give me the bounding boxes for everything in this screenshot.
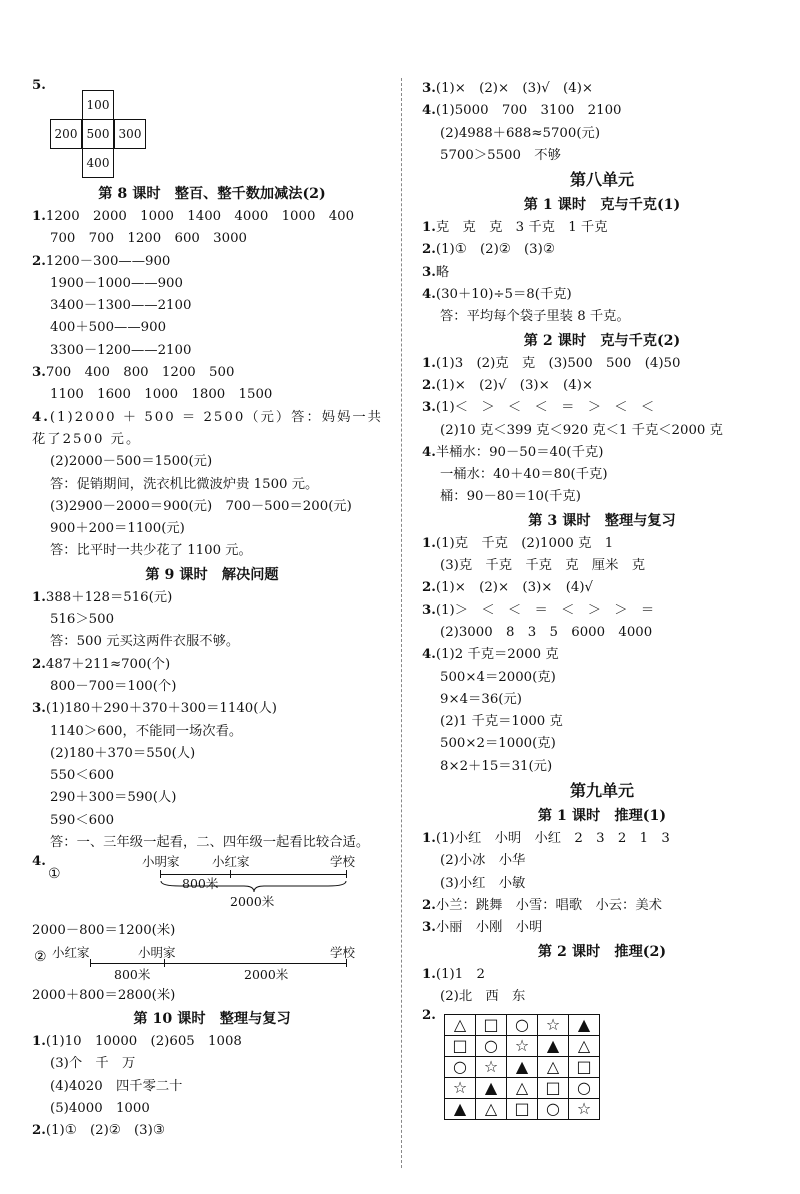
answer-line — [422, 644, 782, 666]
unit-9-lesson-2-answers — [422, 964, 782, 1009]
answer-text: 1900－1000——900 — [50, 275, 183, 291]
question-number: 1. — [422, 355, 436, 371]
answer-line — [32, 273, 392, 295]
answer-line — [32, 654, 392, 676]
answer-line — [32, 496, 392, 518]
tick — [90, 959, 91, 967]
answer-text: (1)5000 700 3100 2100 — [435, 103, 622, 119]
answer-line — [32, 787, 392, 809]
answer-line — [422, 353, 782, 375]
unit-9-lesson-1-answers — [422, 828, 782, 939]
question-number: 1. — [32, 1033, 46, 1049]
answer-line — [422, 123, 782, 145]
answer-line — [422, 284, 782, 306]
shape-cell: ▲ — [569, 1015, 600, 1036]
answer-text: (1)180＋290＋370＋300＝1140(人) — [45, 701, 277, 717]
lesson-10-answers — [32, 1031, 392, 1142]
answer-text: 400＋500——900 — [50, 320, 167, 336]
answer-text: 5700＞5500 不够 — [440, 147, 561, 163]
answer-text: 388＋128＝516(元) — [45, 589, 173, 605]
grid-cell-center: 500 — [82, 119, 114, 149]
answer-line — [32, 362, 392, 384]
answer-text: (2)北 西 东 — [440, 988, 526, 1004]
shape-cell: △ — [538, 1057, 569, 1078]
answer-text: 答：一、三年级一起看，二、四年级一起看比较合适。 — [50, 835, 370, 851]
shape-row — [445, 1099, 600, 1120]
answer-line — [32, 407, 392, 452]
answer-line — [422, 442, 782, 464]
answer-line — [422, 964, 782, 986]
answer-text: (1)× (2)√ (3)× (4)× — [435, 377, 594, 393]
answer-text: 1200－300——900 — [45, 253, 171, 269]
question-number: 2. — [422, 1008, 436, 1024]
question-number: 2. — [32, 656, 46, 672]
answer-line — [422, 420, 782, 442]
answer-text: 1140＞600，不能同一场次看。 — [50, 723, 243, 739]
answer-text: 8×2＋15＝31(元) — [440, 758, 553, 774]
answer-text: (1)① (2)② (3)② — [435, 242, 555, 258]
answer-text: (2)10 克＜399 克＜920 克＜1 千克＜2000 克 — [440, 422, 723, 438]
answer-text: 一桶水：40＋40＝80(千克) — [440, 467, 608, 483]
question-number: 1. — [422, 831, 436, 847]
answer-text: 550＜600 — [50, 768, 115, 784]
shape-cell: ▲ — [476, 1078, 507, 1099]
answer-line — [422, 100, 782, 122]
lesson-9-answers — [32, 587, 392, 855]
answer-text: 700 400 800 1200 500 — [45, 365, 235, 381]
question-number: 1. — [32, 589, 46, 605]
answer-line — [422, 850, 782, 872]
answer-line — [32, 518, 392, 540]
answer-line — [32, 721, 392, 743]
shape-row — [445, 1015, 600, 1036]
answer-line — [422, 622, 782, 644]
answer-text: (1)2 千克＝2000 克 — [435, 647, 559, 663]
answer-line — [422, 239, 782, 261]
tick — [160, 870, 161, 878]
answer-line — [422, 986, 782, 1008]
answer-line — [32, 810, 392, 832]
answer-text: 小丽 小刚 小明 — [435, 920, 543, 936]
column-divider — [401, 78, 402, 1168]
shape-cell: □ — [507, 1099, 538, 1120]
answer-text: 略 — [435, 264, 450, 280]
question-number: 4. — [32, 854, 46, 870]
brace — [160, 880, 348, 894]
answer-line — [422, 689, 782, 711]
answer-line — [422, 733, 782, 755]
unit-8-lesson-3-answers — [422, 533, 782, 778]
answer-text: 1100 1600 1000 1800 1500 — [50, 387, 273, 403]
shape-cell: □ — [476, 1015, 507, 1036]
answer-line — [422, 577, 782, 599]
answer-text: 答：促销期间，洗衣机比微波炉贵 1500 元。 — [50, 476, 319, 492]
question-number: 2. — [422, 242, 436, 258]
answer-line — [32, 251, 392, 273]
answer-text: (1)× (2)× (3)√ (4)× — [435, 81, 594, 96]
question-number: 4. — [422, 103, 436, 119]
answer-line — [32, 1031, 392, 1053]
answer-text: (2)1 千克＝1000 克 — [440, 714, 563, 730]
answer-text: 590＜600 — [50, 812, 115, 828]
answer-text: 3400－1300——2100 — [50, 298, 192, 314]
question-number: 3. — [422, 602, 436, 618]
question-number: 3. — [422, 920, 436, 936]
answer-text: (2)小冰 小华 — [440, 853, 526, 869]
diagram-mark: ① — [48, 866, 61, 883]
answer-text: 516＞500 — [50, 612, 115, 628]
answer-text: 答：平均每个袋子里装 8 千克。 — [440, 309, 630, 325]
answer-line — [32, 609, 392, 631]
answer-line — [32, 1053, 392, 1075]
answer-line — [32, 295, 392, 317]
unit-8-lesson-1-title: 第 1 课时 克与千克(1) — [523, 197, 681, 214]
question-number: 2. — [32, 1123, 46, 1139]
question-number: 1. — [422, 966, 436, 982]
answer-line — [32, 832, 392, 854]
diagram-mark: ② — [34, 948, 47, 965]
answer-line — [422, 145, 782, 167]
shape-cell: □ — [569, 1057, 600, 1078]
shape-cell: ○ — [445, 1057, 476, 1078]
label-xiaohong-home: 小红家 — [212, 854, 250, 870]
answer-line — [422, 600, 782, 622]
answer-text: (4)4020 四千零二十 — [50, 1078, 183, 1094]
answer-line — [32, 1098, 392, 1120]
answer-line — [422, 667, 782, 689]
shape-cell: ☆ — [445, 1078, 476, 1099]
answer-text: 桶：90－80＝10(千克) — [440, 489, 581, 505]
answer-line — [422, 486, 782, 508]
previous-lesson-answers — [422, 78, 782, 167]
unit-9-lesson-2-title: 第 2 课时 推理(2) — [537, 943, 667, 960]
shape-cell: ○ — [476, 1036, 507, 1057]
tick — [346, 959, 347, 967]
shape-cell: ▲ — [445, 1099, 476, 1120]
answer-text: (1)克 千克 (2)1000 克 1 — [435, 535, 614, 551]
unit-8-heading: 第八单元 — [569, 170, 634, 190]
answer-text: (30＋10)÷5＝8(千克) — [435, 287, 572, 303]
answer-text: 700 700 1200 600 3000 — [50, 231, 248, 247]
answer-line — [32, 631, 392, 653]
question-number: 4. — [422, 444, 436, 460]
answer-line — [32, 317, 392, 339]
shape-cell: ▲ — [507, 1057, 538, 1078]
question-number: 4. — [32, 409, 50, 425]
shape-cell: ☆ — [569, 1099, 600, 1120]
question-number: 3. — [422, 400, 436, 416]
answer-text: (1)3 (2)克 克 (3)500 500 (4)50 — [435, 355, 681, 371]
shape-cell: △ — [445, 1015, 476, 1036]
answer-line — [32, 676, 392, 698]
distance-label-800: 800米 — [182, 876, 219, 892]
distance-label-2000: 2000米 — [244, 966, 289, 982]
answer-text: (1)小红 小明 小红 2 3 2 1 3 — [435, 831, 670, 847]
question-number: 2. — [422, 897, 436, 913]
answer-line — [32, 1120, 392, 1142]
lesson-8-answers-cont — [32, 451, 392, 562]
question-number: 4. — [422, 287, 436, 303]
answer-line — [422, 464, 782, 486]
shape-cell: ☆ — [538, 1015, 569, 1036]
lesson-10-title: 第 10 课时 整理与复习 — [133, 1010, 291, 1027]
answer-text: 290＋300＝590(人) — [50, 790, 177, 806]
answer-line — [422, 917, 782, 939]
shape-reasoning-grid — [422, 1008, 782, 1124]
answer-text: 900＋200＝1100(元) — [50, 521, 185, 537]
answer-text: 克 克 克 3 千克 1 千克 — [435, 220, 608, 236]
shape-cell: □ — [445, 1036, 476, 1057]
right-column — [422, 78, 782, 1124]
tick — [346, 870, 347, 878]
grid-cell-right: 300 — [114, 119, 146, 149]
answer-line — [32, 340, 392, 362]
answer-line — [422, 217, 782, 239]
shape-cell: △ — [507, 1078, 538, 1099]
answer-line — [32, 474, 392, 496]
answer-text: (1)＜ ＞ ＜ ＜ ＝ ＞ ＜ ＜ — [435, 400, 655, 416]
answer-text: (1)① (2)② (3)③ — [45, 1123, 165, 1139]
question-number: 1. — [422, 535, 436, 551]
shape-row — [445, 1078, 600, 1099]
shape-row — [445, 1036, 600, 1057]
lesson-8-answers — [32, 206, 392, 407]
shape-cell: ○ — [538, 1099, 569, 1120]
answer-text: (2)3000 8 3 5 6000 4000 — [440, 624, 653, 640]
answer-text: 3300－1200——2100 — [50, 342, 192, 358]
answer-line — [422, 533, 782, 555]
distance-label-2000: 2000米 — [230, 894, 275, 910]
answer-line — [422, 397, 782, 419]
answer-line — [32, 451, 392, 473]
answer-line — [32, 384, 392, 406]
question-number: 2. — [422, 580, 436, 596]
question-number: 2. — [422, 377, 436, 393]
answer-line — [422, 873, 782, 895]
answer-line — [32, 206, 392, 228]
answer-text: 半桶水：90－50＝40(千克) — [435, 444, 604, 460]
label-school: 学校 — [330, 944, 356, 960]
answer-line — [32, 587, 392, 609]
distance-line — [90, 963, 346, 964]
answer-text: 小兰：跳舞 小雪：唱歌 小云：美术 — [435, 897, 662, 913]
question-number: 3. — [32, 701, 46, 717]
unit-9-lesson-1-title: 第 1 课时 推理(1) — [537, 808, 667, 825]
answer-line — [422, 828, 782, 850]
answer-text: (1)2000 ＋ 500 ＝ 2500（元）答：妈妈一共花了2500 元。 — [32, 409, 383, 447]
answer-text: (2)4988＋688≈5700(元) — [440, 125, 601, 141]
answer-line — [422, 375, 782, 397]
distance-diagram-2 — [32, 943, 392, 985]
unit-8-lesson-2-title: 第 2 课时 克与千克(2) — [523, 332, 681, 349]
unit-8-lesson-1-answers — [422, 217, 782, 328]
question-number: 1. — [422, 220, 436, 236]
answer-line — [422, 895, 782, 917]
answer-line — [32, 228, 392, 250]
answer-text: 9×4＝36(元) — [440, 691, 522, 707]
shape-cell: ☆ — [507, 1036, 538, 1057]
answer-text: 答：比平时一共少花了 1100 元。 — [50, 543, 252, 559]
question-number: 5. — [32, 78, 46, 93]
shape-cell: △ — [476, 1099, 507, 1120]
answer-text: (3)个 千 万 — [50, 1056, 136, 1072]
answer-text: (3)2900－2000＝900(元) 700－500＝200(元) — [50, 498, 352, 514]
shape-cell: □ — [538, 1078, 569, 1099]
answer-text: (3)小红 小敏 — [440, 875, 526, 891]
question-number: 2. — [32, 253, 46, 269]
lesson-8-title: 第 8 课时 整百、整千数加减法(2) — [98, 186, 326, 202]
answer-line — [422, 306, 782, 328]
answer-line — [32, 1076, 392, 1098]
left-column — [32, 78, 392, 1142]
answer-text: 800－700＝100(个) — [50, 678, 177, 694]
shape-cell: ▲ — [538, 1036, 569, 1057]
answer-text: 500×4＝2000(克) — [440, 669, 556, 685]
question-number: 3. — [422, 81, 436, 96]
answer-line — [422, 756, 782, 778]
shape-cell: ○ — [507, 1015, 538, 1036]
answer-line — [32, 743, 392, 765]
label-xiaoming-home: 小明家 — [142, 854, 180, 870]
shape-cell: ☆ — [476, 1057, 507, 1078]
grid-cell-bottom: 400 — [82, 148, 114, 178]
answer-text: (1)10 10000 (2)605 1008 — [45, 1033, 242, 1049]
label-xiaoming-home: 小明家 — [138, 944, 176, 960]
answer-line — [422, 711, 782, 733]
answer-text: (1)1 2 — [435, 966, 485, 982]
label-xiaohong-home: 小红家 — [52, 944, 90, 960]
answer-line — [32, 920, 392, 942]
question-number: 3. — [422, 264, 436, 280]
label-school: 学校 — [330, 854, 356, 870]
grid-cell-top: 100 — [82, 90, 114, 120]
distance-label-800: 800米 — [114, 966, 151, 982]
answer-line — [422, 78, 782, 100]
question-number: 1. — [32, 209, 46, 224]
answer-text: (1)× (2)× (3)× (4)√ — [435, 580, 594, 596]
shape-cell: ○ — [569, 1078, 600, 1099]
answer-text: (1)＞ ＜ ＜ ＝ ＜ ＞ ＞ ＝ — [435, 602, 655, 618]
answer-line — [422, 555, 782, 577]
unit-8-lesson-3-title: 第 3 课时 整理与复习 — [528, 512, 676, 529]
tick — [164, 959, 165, 967]
question-number: 4. — [422, 647, 436, 663]
answer-text: 答：500 元买这两件衣服不够。 — [50, 634, 240, 650]
shape-table — [444, 1014, 600, 1120]
distance-diagram-1 — [32, 854, 392, 920]
unit-8-lesson-2-answers — [422, 353, 782, 509]
lesson-9-title: 第 9 课时 解决问题 — [145, 566, 279, 583]
answer-text: (2)2000－500＝1500(元) — [50, 454, 213, 470]
answer-text: 2000＋800＝2800(米) — [32, 987, 176, 1003]
shape-row — [445, 1057, 600, 1078]
answer-text: (3)克 千克 千克 克 厘米 克 — [440, 558, 645, 574]
answer-text: 2000－800＝1200(米) — [32, 923, 176, 939]
answer-line — [32, 985, 392, 1007]
tick — [230, 870, 231, 878]
answer-line — [32, 765, 392, 787]
answer-line — [32, 540, 392, 562]
shape-cell: △ — [569, 1036, 600, 1057]
answer-line — [422, 262, 782, 284]
answer-text: (5)4000 1000 — [50, 1100, 150, 1116]
question-number: 3. — [32, 365, 46, 381]
question-5-cross-grid — [32, 78, 392, 182]
answer-text: 500×2＝1000(克) — [440, 736, 556, 752]
answer-text: 487＋211≈700(个) — [45, 656, 171, 672]
answer-text: (2)180＋370＝550(人) — [50, 745, 196, 761]
grid-cell-left: 200 — [50, 119, 82, 149]
answer-text: 1200 2000 1000 1400 4000 1000 400 — [45, 209, 355, 224]
answer-line — [32, 698, 392, 720]
unit-9-heading: 第九单元 — [569, 781, 634, 801]
